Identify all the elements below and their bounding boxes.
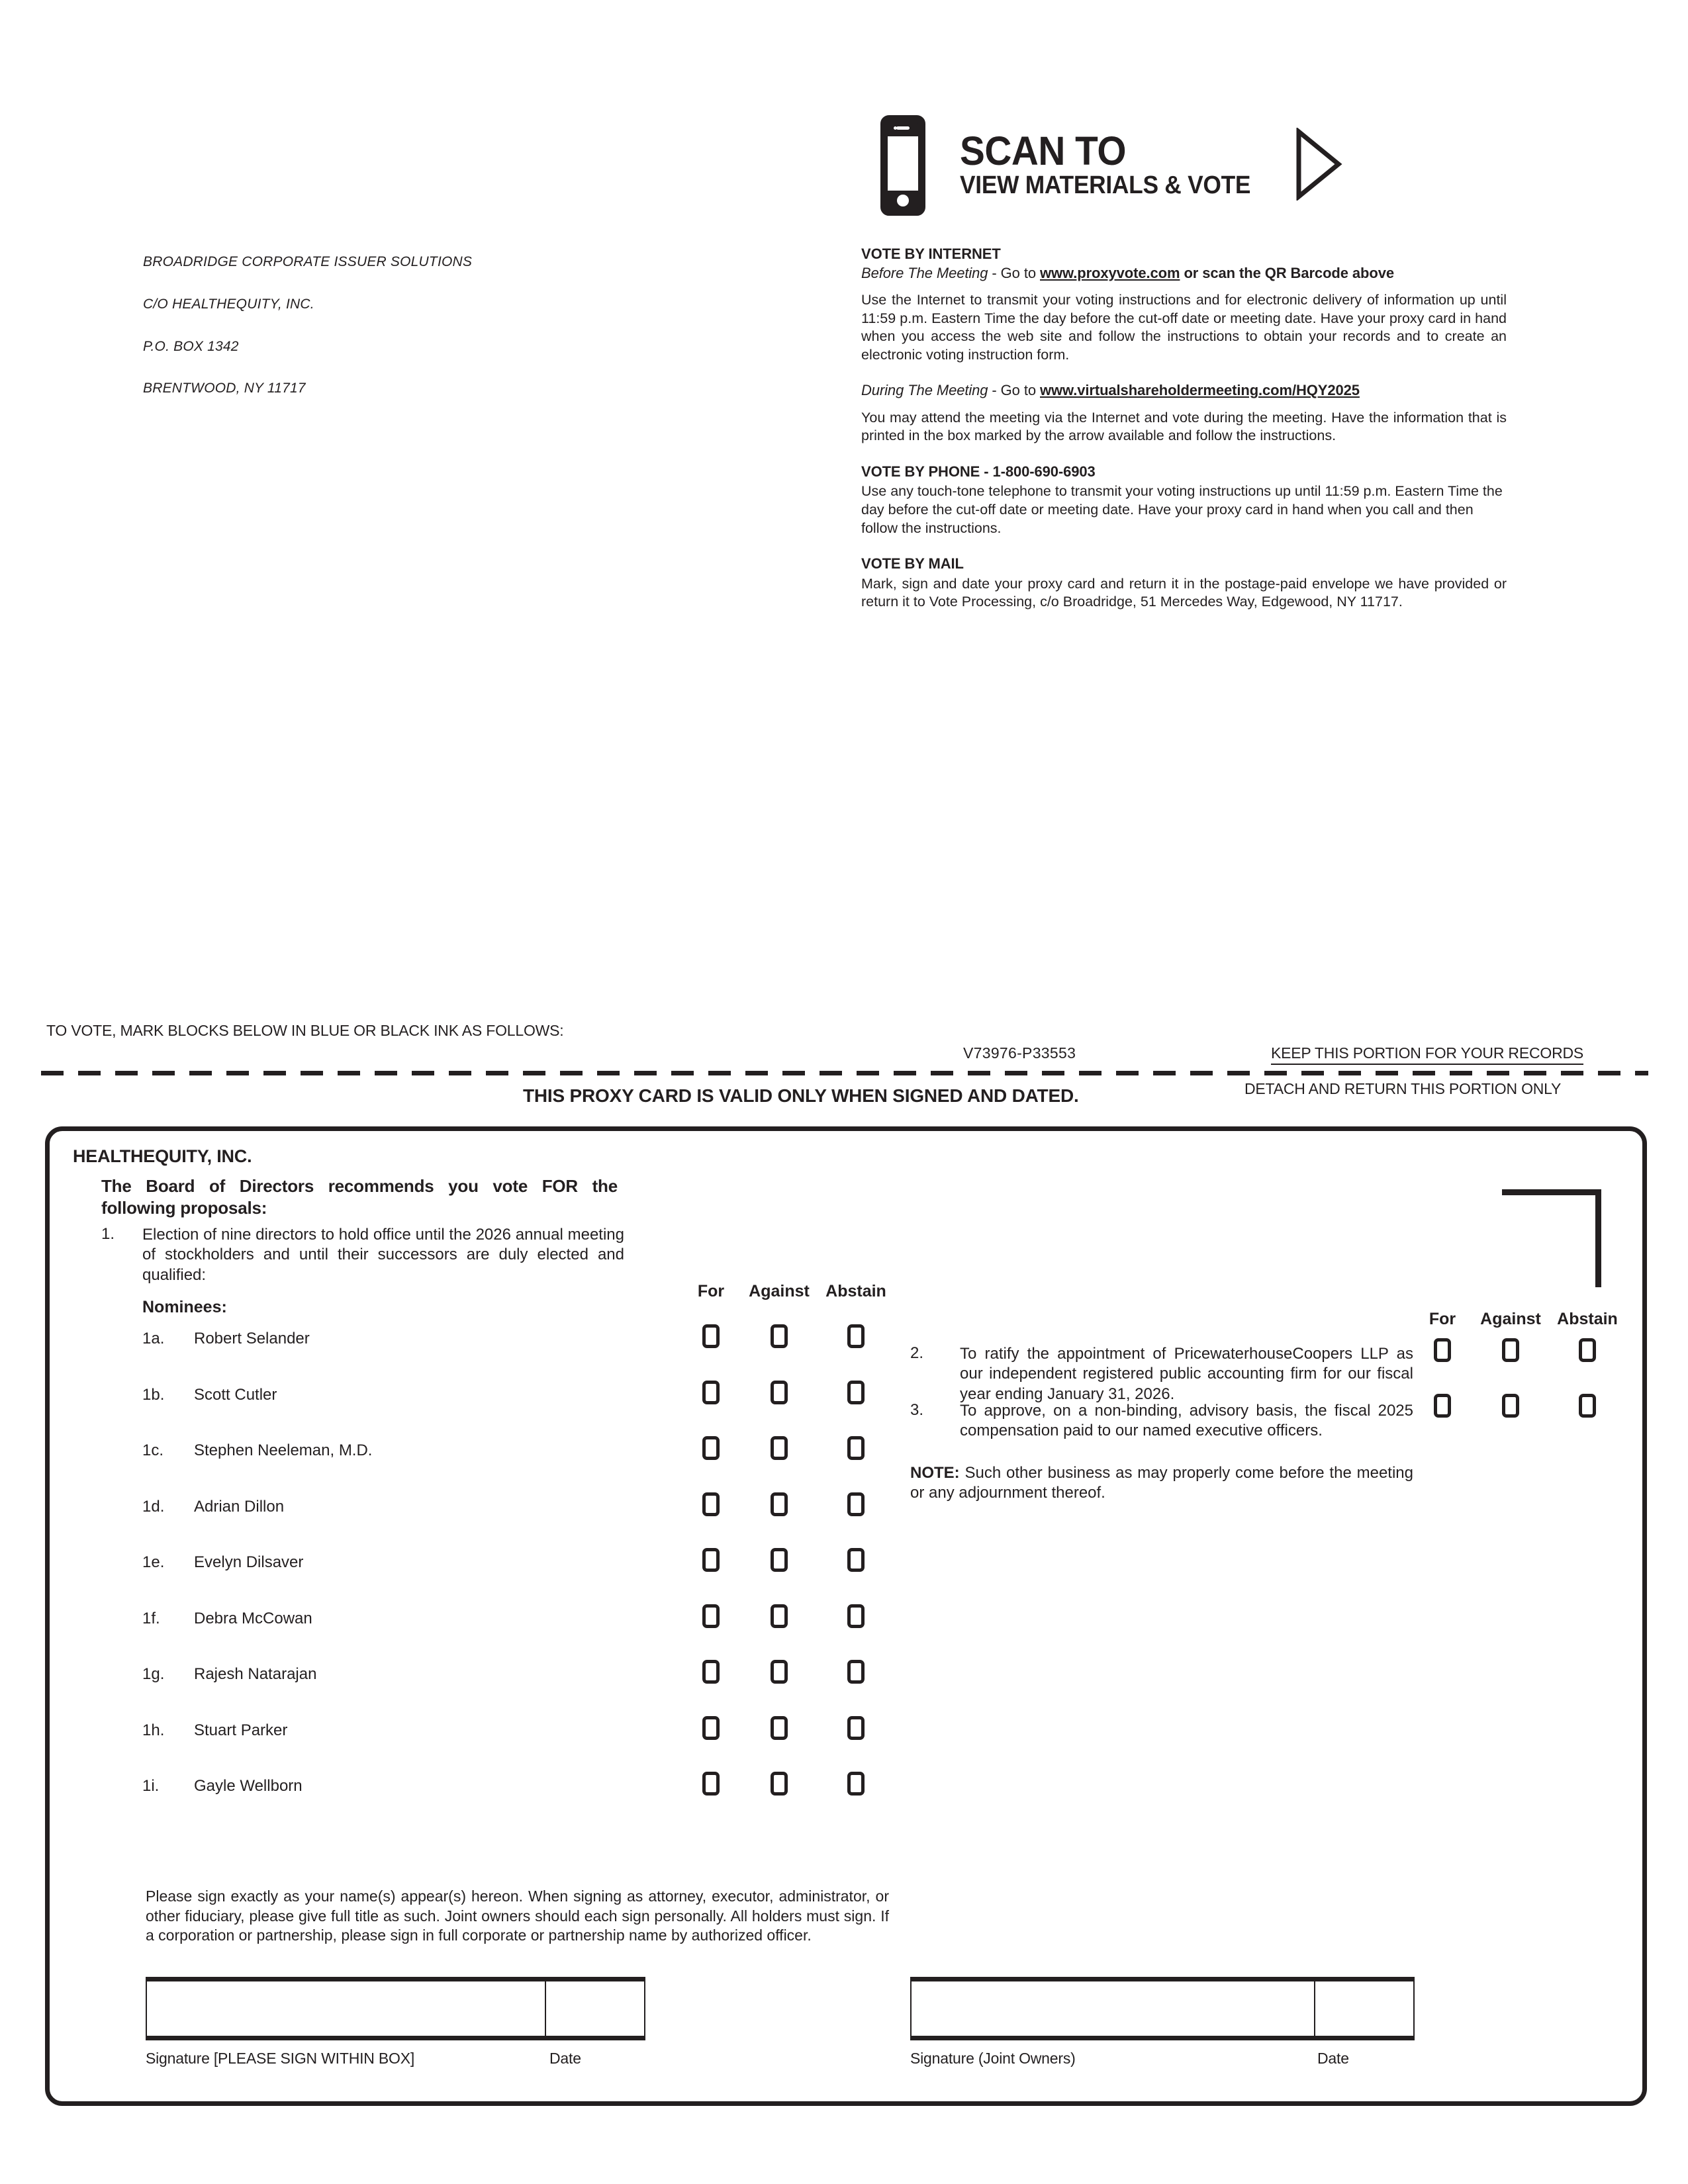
nominee-vote-boxes (682, 1492, 894, 1516)
proposal-2-vote-boxes (1413, 1338, 1625, 1362)
signature-box-joint[interactable] (910, 1977, 1415, 2040)
during-meeting-line (861, 381, 1507, 400)
checkbox-abstain[interactable] (847, 1772, 865, 1796)
checkbox-against[interactable] (771, 1548, 788, 1572)
address-line: P.O. BOX 1342 (143, 338, 239, 354)
proposal-column-headers (1413, 1310, 1625, 1329)
nominee-name: Gayle Wellborn (194, 1777, 303, 1795)
date-field-primary[interactable] (545, 1981, 644, 2036)
proxy-valid-notice: THIS PROXY CARD IS VALID ONLY WHEN SIGNED AND DATED. (523, 1085, 1079, 1106)
proposal-1-number: 1. (101, 1225, 115, 1243)
before-meeting-label: Before The Meeting (861, 264, 988, 281)
note-text: Such other business as may properly come before the meeting or any adjournment thereof. (910, 1464, 1413, 1502)
nominee-number: 1c. (142, 1441, 164, 1459)
board-recommendation: The Board of Directors recommends you vote FOR the following proposals: (101, 1176, 618, 1218)
internet-during-body: You may attend the meeting via the Internet and vote during the meeting. Have the information that is printed in the box marked by the arrow available and follow the instructions. (861, 409, 1507, 444)
column-header-abstain: Abstain (1557, 1310, 1618, 1328)
proposal-3-text: To approve, on a non-binding, advisory basis, the fiscal 2025 compensation paid to our named executive officers. (960, 1402, 1413, 1440)
nominee-number: 1i. (142, 1777, 160, 1795)
nominee-number: 1g. (142, 1665, 165, 1683)
note-block (910, 1463, 1413, 1504)
signature-label-primary: Signature [PLEASE SIGN WITHIN BOX] (146, 2050, 415, 2067)
checkbox-for[interactable] (1434, 1338, 1451, 1362)
nominee-number: 1e. (142, 1553, 165, 1571)
corner-bracket-mark (1502, 1189, 1601, 1287)
proposal-2 (910, 1344, 1413, 1404)
checkbox-against[interactable] (771, 1772, 788, 1796)
checkbox-against[interactable] (1502, 1394, 1519, 1418)
checkbox-abstain[interactable] (847, 1548, 865, 1572)
address-line: BROADRIDGE CORPORATE ISSUER SOLUTIONS (143, 253, 473, 269)
address-line: BRENTWOOD, NY 11717 (143, 381, 306, 396)
nominee-vote-boxes (682, 1660, 894, 1684)
before-meeting-line (861, 264, 1507, 283)
checkbox-for[interactable] (702, 1492, 720, 1516)
checkbox-for[interactable] (702, 1381, 720, 1404)
nominee-name: Evelyn Dilsaver (194, 1553, 304, 1571)
checkbox-against[interactable] (771, 1492, 788, 1516)
column-header-for: For (697, 1282, 725, 1300)
date-field-joint[interactable] (1314, 1981, 1413, 2036)
proposal-2-number: 2. (910, 1344, 924, 1362)
scan-to-banner (880, 106, 1344, 225)
checkbox-for[interactable] (702, 1604, 720, 1628)
nominee-number: 1d. (142, 1497, 165, 1516)
nominee-vote-boxes (682, 1381, 894, 1404)
before-meeting-connector: - Go to (988, 264, 1040, 281)
checkbox-abstain[interactable] (847, 1324, 865, 1348)
checkbox-abstain[interactable] (847, 1381, 865, 1404)
address-line: C/O HEALTHEQUITY, INC. (143, 296, 314, 312)
proxyvote-link[interactable]: www.proxyvote.com (1040, 264, 1180, 281)
control-number: V73976-P33553 (963, 1044, 1076, 1062)
nominee-row (101, 1386, 896, 1442)
nominee-row (101, 1330, 896, 1386)
scan-to-subtitle: VIEW MATERIALS & VOTE (960, 171, 1251, 200)
checkbox-abstain[interactable] (847, 1492, 865, 1516)
mobile-phone-icon (880, 115, 925, 216)
column-header-abstain: Abstain (825, 1282, 886, 1300)
nominee-name: Stephen Neeleman, M.D. (194, 1441, 373, 1459)
internet-before-body: Use the Internet to transmit your voting instructions and for electronic delivery of information up until 11:59 p.m. Eastern Time the day before the cut-off date or meeting date. Have your proxy card in hand when you access the web site and follow the instructions to obtain your records and to create an electronic voting instruction form. (861, 292, 1507, 363)
nominee-row (101, 1610, 896, 1666)
proposal-3-vote-boxes (1413, 1394, 1625, 1418)
checkbox-abstain[interactable] (1579, 1394, 1596, 1418)
keep-portion-label: KEEP THIS PORTION FOR YOUR RECORDS (1271, 1044, 1583, 1065)
vote-instructions-panel (861, 245, 1507, 612)
column-header-for: For (1429, 1310, 1456, 1328)
nominee-name: Debra McCowan (194, 1609, 312, 1627)
nominees-label: Nominees: (142, 1298, 227, 1316)
checkbox-abstain[interactable] (847, 1716, 865, 1740)
nominee-name: Robert Selander (194, 1330, 310, 1347)
checkbox-for[interactable] (702, 1716, 720, 1740)
nominee-number: 1h. (142, 1721, 165, 1739)
mailing-address-block (143, 230, 472, 420)
nominee-name: Stuart Parker (194, 1721, 288, 1739)
phone-body: Use any touch-tone telephone to transmit your voting instructions up until 11:59 p.m. Eastern Time the day before the cut-off date or meeting date. Have your proxy card in hand when you call and then follow the instructions. (861, 483, 1503, 536)
nominee-vote-boxes (682, 1604, 894, 1628)
to-vote-instruction: TO VOTE, MARK BLOCKS BELOW IN BLUE OR BLACK INK AS FOLLOWS: (46, 1022, 564, 1039)
company-name: HEALTHEQUITY, INC. (73, 1146, 252, 1166)
mail-body: Mark, sign and date your proxy card and return it in the postage-paid envelope we have provided or return it to Vote Processing, c/o Broadridge, 51 Mercedes Way, Edgewood, NY 11717. (861, 575, 1507, 610)
signature-field-joint[interactable] (912, 1981, 1314, 2036)
before-meeting-tail: or scan the QR Barcode above (1180, 264, 1394, 281)
nominee-number: 1a. (142, 1330, 165, 1347)
signature-label-joint: Signature (Joint Owners) (910, 2050, 1076, 2067)
vote-by-mail-heading: VOTE BY MAIL (861, 555, 964, 572)
proposal-1-text: Election of nine directors to hold office until the 2026 annual meeting of stockholders and until their successors are duly elected and qualified: (142, 1226, 624, 1284)
nominee-row (101, 1665, 896, 1721)
nominee-row (101, 1777, 896, 1833)
checkbox-for[interactable] (702, 1436, 720, 1460)
checkbox-against[interactable] (1502, 1338, 1519, 1362)
nominee-vote-boxes (682, 1324, 894, 1348)
checkbox-against[interactable] (771, 1436, 788, 1460)
triangle-arrow-icon (1295, 128, 1342, 204)
nominee-name: Adrian Dillon (194, 1497, 285, 1516)
checkbox-for[interactable] (702, 1772, 720, 1796)
checkbox-for[interactable] (702, 1548, 720, 1572)
signature-field-primary[interactable] (147, 1981, 545, 2036)
nominee-row (101, 1441, 896, 1498)
checkbox-against[interactable] (771, 1716, 788, 1740)
nominee-row (101, 1721, 896, 1778)
note-label: NOTE: (910, 1464, 960, 1482)
vote-by-phone-heading: VOTE BY PHONE - 1-800-690-6903 (861, 463, 1096, 480)
nominee-vote-boxes (682, 1716, 894, 1740)
date-label-joint: Date (1317, 2050, 1349, 2067)
virtual-meeting-link[interactable]: www.virtualshareholdermeeting.com/HQY2025 (1040, 382, 1360, 399)
proxy-card (45, 1126, 1647, 2106)
proposal-3 (910, 1401, 1413, 1441)
date-label-primary: Date (549, 2050, 581, 2067)
during-meeting-connector: - Go to (988, 382, 1040, 399)
scan-to-text (960, 128, 1272, 200)
nominee-vote-boxes (682, 1548, 894, 1572)
checkbox-abstain[interactable] (847, 1604, 865, 1628)
nominee-row (101, 1498, 896, 1554)
nominee-row (101, 1553, 896, 1610)
vote-by-internet-heading: VOTE BY INTERNET (861, 246, 1001, 262)
nominee-list (101, 1330, 896, 1833)
checkbox-for[interactable] (1434, 1394, 1451, 1418)
nominee-number: 1f. (142, 1609, 160, 1627)
checkbox-abstain[interactable] (847, 1660, 865, 1684)
proposal-3-number: 3. (910, 1401, 924, 1419)
checkbox-for[interactable] (702, 1660, 720, 1684)
nominee-vote-boxes (682, 1772, 894, 1796)
checkbox-for[interactable] (702, 1324, 720, 1348)
signature-box-primary[interactable] (146, 1977, 645, 2040)
checkbox-abstain[interactable] (1579, 1338, 1596, 1362)
during-meeting-label: During The Meeting (861, 382, 988, 399)
proposal-2-text: To ratify the appointment of PricewaterhouseCoopers LLP as our independent registered public accounting firm for our fiscal year ending January 31, 2026. (960, 1345, 1413, 1403)
nominee-name: Scott Cutler (194, 1385, 277, 1404)
nominee-column-headers (682, 1282, 894, 1301)
nominee-vote-boxes (682, 1436, 894, 1460)
signature-instruction: Please sign exactly as your name(s) appear(s) hereon. When signing as attorney, executor, administrator, or other fiduciary, please give full title as such. Joint owners should each sign personally. All holders must sign. If a corporation or partnership, please sign in full corporate or partnership name by authorized officer. (146, 1888, 889, 1944)
column-header-against: Against (1480, 1310, 1541, 1328)
column-header-against: Against (749, 1282, 810, 1300)
checkbox-against[interactable] (771, 1324, 788, 1348)
detach-portion-label: DETACH AND RETURN THIS PORTION ONLY (1244, 1080, 1562, 1097)
checkbox-abstain[interactable] (847, 1436, 865, 1460)
nominee-number: 1b. (142, 1385, 165, 1404)
checkbox-against[interactable] (771, 1381, 788, 1404)
proposal-1 (101, 1225, 624, 1285)
checkbox-against[interactable] (771, 1660, 788, 1684)
checkbox-against[interactable] (771, 1604, 788, 1628)
nominee-name: Rajesh Natarajan (194, 1665, 317, 1683)
scan-to-title: SCAN TO (960, 128, 1127, 173)
detach-dashed-line (41, 1071, 1648, 1075)
